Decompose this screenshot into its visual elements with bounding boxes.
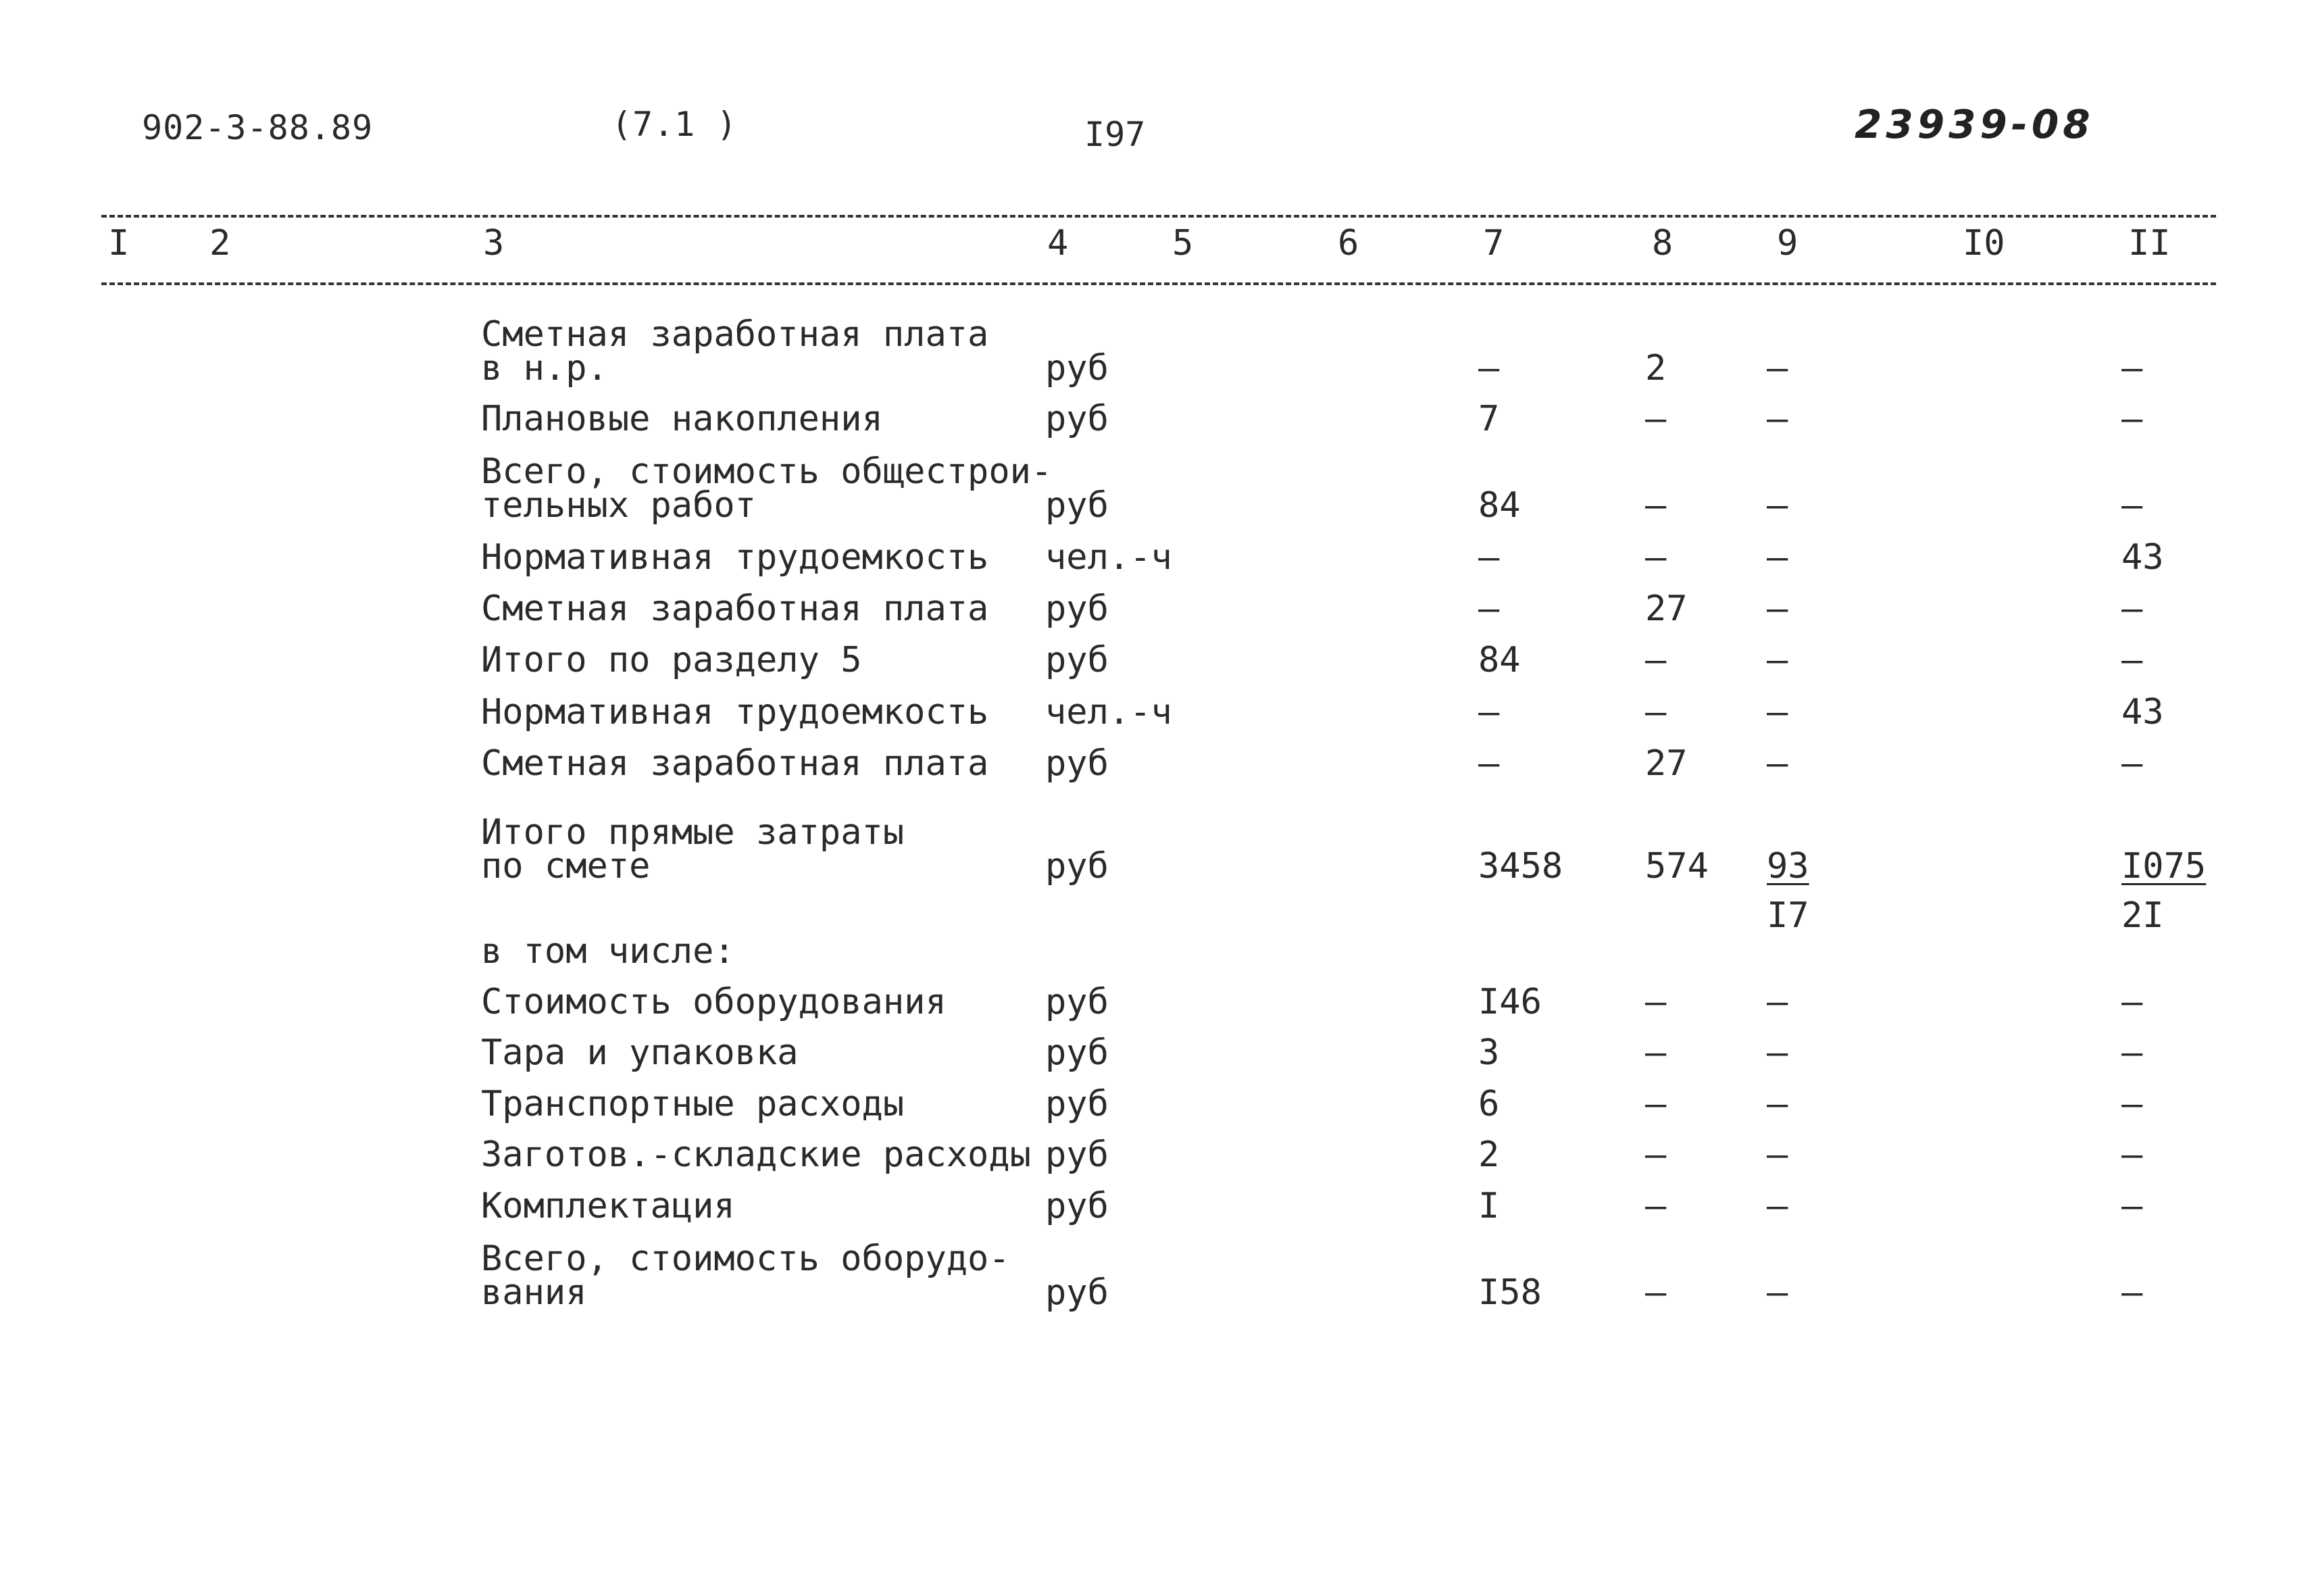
row-col9: – [1767, 1032, 1788, 1073]
row-description: Нормативная трудоемкость [481, 692, 989, 732]
row-description: Сметная заработная плата [481, 743, 989, 784]
row-unit: руб [1045, 485, 1109, 526]
column-number-8: 8 [1652, 223, 1674, 264]
row-col9: – [1767, 589, 1788, 629]
row-col11: – [2121, 640, 2143, 680]
row-col7: 84 [1478, 640, 1521, 680]
row-col8: – [1645, 640, 1667, 680]
column-number-7: 7 [1483, 223, 1505, 264]
row-description: Стоимость оборудования [481, 982, 947, 1022]
row-unit: руб [1045, 1084, 1109, 1124]
row-col7: 2 [1478, 1134, 1500, 1175]
row-col11: I075 [2121, 846, 2207, 887]
row-unit: руб [1045, 348, 1109, 389]
row-col11: – [2121, 399, 2143, 439]
row-col11: 43 [2121, 537, 2164, 578]
column-number-6: 6 [1338, 223, 1359, 264]
row-description: в том числе: [481, 931, 735, 972]
row-description: Всего, стоимость общестрои- тельных работ [481, 451, 1053, 526]
row-unit: руб [1045, 1272, 1109, 1313]
row-description: Заготов.-складские расходы [481, 1134, 1031, 1175]
column-number-1: I [108, 223, 130, 264]
row-col8: – [1645, 1032, 1667, 1073]
row-col9: – [1767, 640, 1788, 680]
row-description: Итого прямые затраты по смете [481, 812, 905, 887]
row-col7: I58 [1478, 1272, 1542, 1313]
row-description: Сметная заработная плата [481, 589, 989, 629]
row-col9: – [1767, 485, 1788, 526]
document-code: 902-3-88.89 [142, 108, 374, 147]
row-description: Всего, стоимость оборудо- вания [481, 1239, 1010, 1313]
row-col11: – [2121, 1186, 2143, 1226]
row-unit: руб [1045, 743, 1109, 784]
row-col9: – [1767, 1272, 1788, 1313]
row-unit: руб [1045, 640, 1109, 680]
row-col7: I46 [1478, 982, 1542, 1022]
row-col7: – [1478, 537, 1500, 578]
row-col9: – [1767, 692, 1788, 732]
row-unit: руб [1045, 589, 1109, 629]
row-col11: 2I [2121, 895, 2164, 936]
row-col11: – [2121, 348, 2143, 389]
row-col7: – [1478, 743, 1500, 784]
row-col8: – [1645, 537, 1667, 578]
row-col8: – [1645, 399, 1667, 439]
row-col8: 27 [1645, 743, 1688, 784]
row-description: Тара и упаковка [481, 1032, 799, 1073]
row-unit: руб [1045, 1032, 1109, 1073]
row-col9: 93 [1767, 846, 1809, 887]
row-col7: 84 [1478, 485, 1521, 526]
row-col9: – [1767, 348, 1788, 389]
row-col11: 43 [2121, 692, 2164, 732]
row-col8: – [1645, 1186, 1667, 1226]
row-unit: руб [1045, 1134, 1109, 1175]
column-number-4: 4 [1047, 223, 1069, 264]
row-col7: 6 [1478, 1084, 1500, 1124]
row-col8: 27 [1645, 589, 1688, 629]
inventory-number: 23939-08 [1855, 101, 2094, 147]
column-number-3: 3 [483, 223, 505, 264]
header-rule-bottom [101, 282, 2216, 285]
row-description: Комплектация [481, 1186, 735, 1226]
row-col8: – [1645, 1272, 1667, 1313]
row-col8: 2 [1645, 348, 1667, 389]
row-description: Итого по разделу 5 [481, 640, 862, 680]
row-col8: – [1645, 485, 1667, 526]
row-unit: чел.-ч [1045, 537, 1172, 578]
row-unit: руб [1045, 846, 1109, 887]
row-col9: – [1767, 1134, 1788, 1175]
row-col8: – [1645, 982, 1667, 1022]
row-col8: 574 [1645, 846, 1709, 887]
row-col11: – [2121, 1032, 2143, 1073]
row-col11: – [2121, 1134, 2143, 1175]
row-col11: – [2121, 982, 2143, 1022]
row-col9: – [1767, 537, 1788, 578]
row-col8: – [1645, 1084, 1667, 1124]
column-number-11: II [2128, 223, 2171, 264]
row-unit: руб [1045, 982, 1109, 1022]
row-col7: 3 [1478, 1032, 1500, 1073]
row-col7: – [1478, 692, 1500, 732]
column-number-10: I0 [1963, 223, 2005, 264]
row-unit: руб [1045, 1186, 1109, 1226]
row-col9: – [1767, 743, 1788, 784]
column-number-9: 9 [1777, 223, 1799, 264]
header-rule-top [101, 215, 2216, 218]
row-col11: – [2121, 743, 2143, 784]
column-number-5: 5 [1172, 223, 1194, 264]
row-col11: – [2121, 589, 2143, 629]
row-col7: – [1478, 589, 1500, 629]
row-description: Плановые накопления [481, 399, 883, 439]
row-description: Транспортные расходы [481, 1084, 905, 1124]
row-col9: – [1767, 1186, 1788, 1226]
row-col11: – [2121, 1084, 2143, 1124]
row-col9: – [1767, 399, 1788, 439]
row-unit: чел.-ч [1045, 692, 1172, 732]
page-number: I97 [1084, 115, 1146, 154]
row-col9: – [1767, 982, 1788, 1022]
row-description: Нормативная трудоемкость [481, 537, 989, 578]
column-number-2: 2 [209, 223, 231, 264]
row-col11: – [2121, 485, 2143, 526]
row-unit: руб [1045, 399, 1109, 439]
row-col8: – [1645, 1134, 1667, 1175]
row-col7: 3458 [1478, 846, 1563, 887]
album-number: (7.1 ) [611, 105, 738, 144]
row-col9: – [1767, 1084, 1788, 1124]
row-col11: – [2121, 1272, 2143, 1313]
row-col8: – [1645, 692, 1667, 732]
row-col7: – [1478, 348, 1500, 389]
row-description: Сметная заработная плата в н.р. [481, 314, 989, 389]
row-col7: 7 [1478, 399, 1500, 439]
row-col9: I7 [1767, 895, 1809, 936]
row-col7: I [1478, 1186, 1500, 1226]
